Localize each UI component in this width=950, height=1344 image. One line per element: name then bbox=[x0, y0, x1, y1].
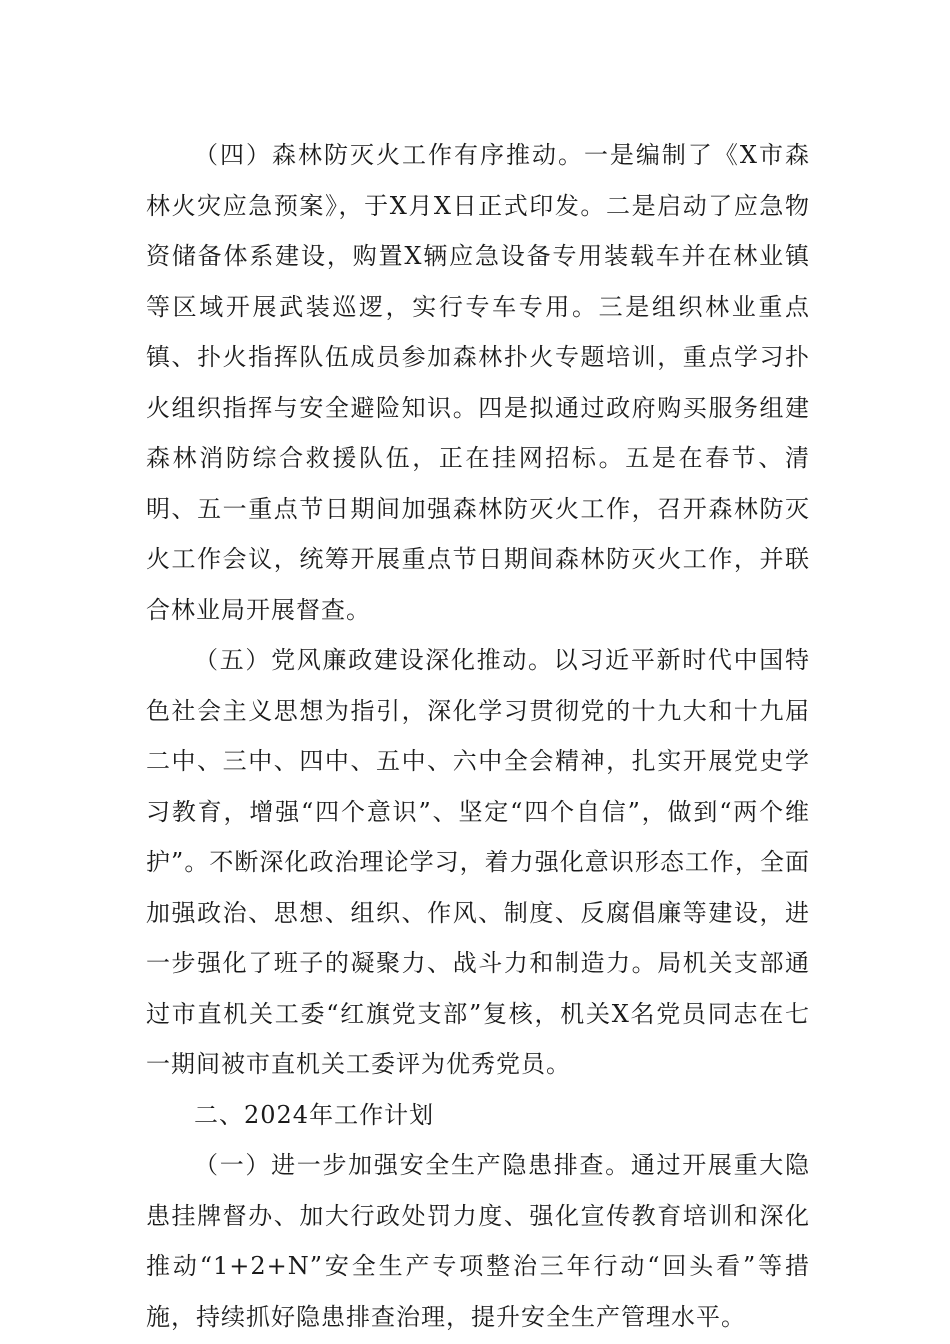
paragraph-section-4: （四）森林防灭火工作有序推动。一是编制了《X市森林火灾应急预案》，于X月X日正式印发。二是启动了应急物资储备体系建设，购置X辆应急设备专用装载车并在林业镇等区域开展武装巡逻，实行专车专用。三是组织林业重点镇、扑火指挥队伍成员参加森林扑火专题培训，重点学习扑火组织指挥与安全避险知识。四是拟通过政府购买服务组建森林消防综合救援队伍，正在挂网招标。五是在春节、清明、五一重点节日期间加强森林防灭火工作，召开森林防灭火工作会议，统筹开展重点节日期间森林防灭火工作，并联合林业局开展督查。 bbox=[146, 141, 810, 624]
paragraph-section-5: （五）党风廉政建设深化推动。以习近平新时代中国特色社会主义思想为指引，深化学习贯彻党的十九大和十九届二中、三中、四中、五中、六中全会精神，扎实开展党史学习教育，增强“四个意识”、坚定“四个自信”，做到“两个维护”。不断深化政治理论学习，着力强化意识形态工作，全面加强政治、思想、组织、作风、制度、反腐倡廉等建设，进一步强化了班子的凝聚力、战斗力和制造力。局机关支部通过市直机关工委“红旗党支部”复核，机关X名党员同志在七一期间被市直机关工委评为优秀党员。 bbox=[146, 646, 810, 1078]
paragraph-plan-1: （一）进一步加强安全生产隐患排查。通过开展重大隐患挂牌督办、加大行政处罚力度、强化宣传教育培训和深化推动“1+2+N”安全生产专项整治三年行动“回头看”等措施，持续抓好隐患排查治理，提升安全生产管理水平。 bbox=[146, 1151, 810, 1331]
section-heading-2024-plan: 二、2024年工作计划 bbox=[194, 1100, 435, 1129]
document-body bbox=[146, 130, 810, 1342]
